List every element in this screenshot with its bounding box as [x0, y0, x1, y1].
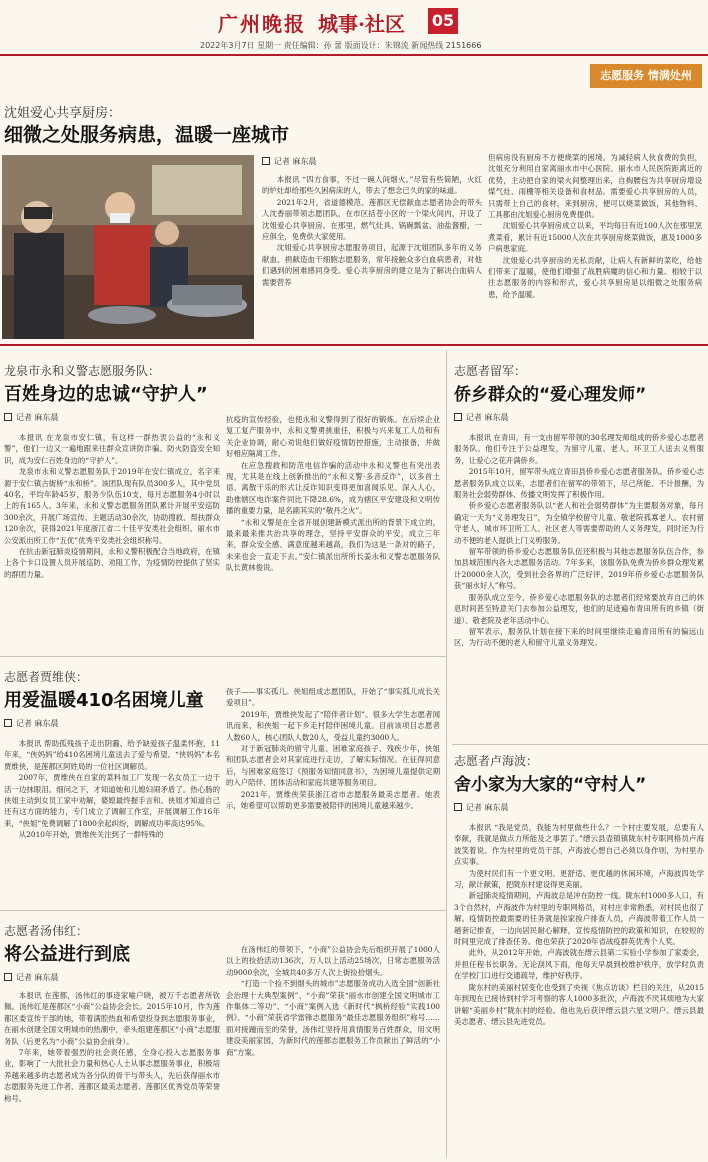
jia-headline: 用爱温暖410名困境儿童: [4, 690, 204, 711]
shen-p2: 2021年2月，省道德模范、莲都区无偿献血志愿者协会的带头人沈香丽带领志愿团队，在市区括苍小区的一个梁火间内，开设了沈姐爱心共享厨房。在那里，燃气灶具、锅碗瓢盆、油盐酱醋，一应俱全，免费供大家使用。: [262, 197, 482, 242]
byline-box-icon: [4, 973, 12, 981]
yonghe-p2: 龙泉市永和义警志愿服务队于2019年在安仁镇成立，名字来源于安仁镇古街桥“永和桥”。该团队现有队员300多人，其中党员40名，平均年龄45岁，服务少队伍10支，每月志愿服务4小时以上的有165人。3年来，永和义警志愿服务团队累计开展平安巡防300余次，开展广场宣传、主题活动30余次，协助搜救、帮扶群众120余次，获得2021年度浙江省二十佳平安类社会组织、丽水市公安派出所工作“五优”优秀平安类社会组织称号。: [4, 467, 220, 545]
shen-p4: 但病房没有厨房不方便烧菜的困境。为减轻病人伙食费的负担，沈姐充分利用自家离丽水市中心医院、丽水市人民医院距离近的优势，主动把自家的梁火间整理出来，自掏腰包为共享厨房增设煤气灶、雨棚等相关设备和食材品。需要爱心共享厨房的人员，只需带上自己的食材，来到厨房，便可以烧菜做饭，其他物料、工具都由沈姐爱心厨房免费提供。: [488, 153, 702, 220]
divider: [452, 744, 708, 745]
column-divider: [446, 350, 447, 1158]
lu-byline: [454, 802, 509, 813]
divider: [0, 910, 446, 911]
byline-box-icon: [262, 157, 270, 165]
tang-p4: “打造一个捡不到烟头的城市”志愿服务成功入选全国“创新社会治理十大典型案例”、“小商”荣获“丽水市创建全国文明城市工作集体二等功”、“小商”案例入选《新时代“枫桥经验”实践100例》、“小商”荣获省学雷锋志愿服务“最佳志愿服务组织”称号……面对接踵而至的荣誉，汤伟红坚持用真情服务百姓群众，用文明建设美丽家园，为新时代的莲都志愿服务工作贡献出了鲜活的“小商”方案。: [226, 979, 440, 1057]
tang-p3: 在汤伟红的带领下，“小商”公益协会先后组织开展了1000人以上的捡拾活动136次，万人以上活动25场次，日常志愿服务活动9000余次，全城共40多万人次上街捡拾烟头。: [226, 945, 440, 977]
shen-kicker: 沈姐爱心共享厨房：: [4, 106, 122, 121]
liu-p6: 留军表示，服务队计划在接下来的时间里继续走遍青田所有的偏远山区，为行动不便的老人和留守儿童义务理发。: [454, 626, 704, 648]
tang-col1: [4, 990, 220, 1158]
shen-headline: 细微之处服务病患，温暖一座城市: [4, 124, 290, 146]
liu-col1: [454, 432, 704, 742]
liu-byline-text: 记者 麻东晨: [466, 413, 509, 422]
yonghe-kicker: 龙泉市永和义警志愿服务队：: [4, 364, 161, 378]
shen-byline-text: 记者 麻东晨: [274, 157, 317, 166]
lu-p2: 为使村民们有一个更文明、更舒适、更优越的休闲环境，卢海波四处学习，献计献策，把陇东村建设得更美丽。: [454, 868, 704, 890]
yonghe-col2: [226, 414, 440, 650]
jia-p7: 2021年，贾维侠荣获浙江省市志愿服务最美志愿者。她表示，她希望可以帮助更多需要被陪伴的困境儿童越来越少。: [226, 789, 440, 811]
lu-p1: 本报讯 “我是党员，我能为村里做些什么？一个村庄要发展，总要有人奉献，我就是做点力所能及之事罢了。”缙云县壶镇镇陇东村专职网格员卢海波笑着说。作为村里的党员干部，卢海波心想自己必须以身作则，为村里办点实事。: [454, 823, 704, 867]
jia-byline: [4, 718, 59, 729]
tang-p2: 7年来，她带着强烈的社会责任感，全身心投入志愿服务事业，影响了一大批社会力量和热心人士从事志愿服务事业，积极培养越来越多的志愿者成为各分队的骨干与带头人，先后获得丽水市志愿服务先进工作者、莲都区最美志愿者、莲都区优秀党员等荣誉称号。: [4, 1048, 220, 1103]
jia-p6: 对于新冠肺炎的留守儿童、困难家庭孩子、残疾少年，侠姐和团队志愿者会对其家庭进行走访，了解实际情况。在征得同意后，与困难家庭签订《预服务知情同意书》，为困境儿童提供定期的入户陪伴、团体活动和家庭共建等服务项目。: [226, 744, 440, 788]
yonghe-p1: 本报讯 在龙泉市安仁镇，有这样一群热衷公益的“永和义警”，他们一边又一遍地跟来往群众宣讲防诈骗、防火防盗安全知识，成为安仁百姓身边的“守护人”。: [4, 433, 220, 465]
jia-kicker: 志愿者贾维侠：: [4, 670, 89, 684]
liu-byline: [454, 412, 509, 423]
shen-col2: [488, 152, 702, 340]
tang-headline: 将公益进行到底: [4, 944, 130, 965]
section-banner: 志愿服务 情满处州: [590, 64, 702, 88]
byline-box-icon: [454, 413, 462, 421]
jia-col2: [226, 686, 440, 904]
shen-p6: 沈姐爱心共享厨房的无私贡献，让病人有新鲜的菜吃，给他们带来了温暖，使他们增强了战胜病魔的信心和力量。相较于以往志愿服务的内容和形式，爱心共享厨房是以细微之处服务病患，给予温暖。: [488, 255, 702, 299]
yonghe-p3: 在抗击新冠肺炎疫情期间，永和义警积极配合当地政府，在镇上各个卡口设置人员开展巡防、劝阻工作，为疫情防控提供了坚实的群团力量。: [4, 547, 220, 579]
tang-p1: 本报讯 在莲都，汤伟红的事迹家喻户晓，被万千志愿者所钦佩。汤伟红是莲都区“小商”公益协会会长。2015年10月，作为莲都区委宣传干部的她，带着满腔热血和希望投身到志愿服务事业，在丽水创建全国文明城市的热潮中，牵头组建莲都区“小商”志愿服务队（后更名为“小商”公益协会前身）。: [4, 991, 220, 1046]
liu-headline: 侨乡群众的“爱心理发师”: [454, 385, 647, 405]
lu-headline: 舍小家为大家的“守村人”: [454, 775, 647, 795]
yonghe-col1: [4, 432, 220, 650]
yonghe-headline: 百姓身边的忠诚“守护人”: [4, 384, 208, 405]
masthead-rule: [0, 54, 708, 56]
masthead-meta: 2022年3月7日 星期一 责任编辑：孙 蕾 版面设计：朱锦流 新闻热线 2151666: [200, 41, 482, 50]
paper-name: 广州晚报: [218, 12, 306, 36]
liu-kicker: 志愿者留军：: [454, 364, 527, 378]
liu-p2: 2015年10月，留军带头成立青田县侨乡爱心志愿者服务队。侨乡爱心志愿者服务队成立以来，志愿者们在留军的带领下，尽己所能、不计报酬，为服务社会弱势群体、传播文明发挥了积极作用。: [454, 467, 704, 500]
yonghe-p4: 抗疫的宣传经验，也使永和义警得到了很好的锻炼。在后续企业复工复产服务中，永和义警勇挑重任，积极与兴来复工人员和有关企业协调，耐心劝说他们做好疫情防控措施，主动报备，并做好相应隔离工作。: [226, 415, 440, 459]
yonghe-p5: 在应急搜救和防范电信诈骗的活动中永和义警也有突出表现，尤其是在线上创新推出的“永和义警·多音反诈”，以多首土语、离散干乐的形式让反诈知识变得更加喜闻乐见、深入人心，助推辖区电诈案件同比下降28.6%，成为辖区平安建设和文明传播的重要力量，是名副其实的“敬丹之火”。: [226, 460, 440, 516]
shen-col1: [262, 174, 482, 340]
shen-p5: 沈姐爱心共享厨房成立以来，平均每日有近100人次在那里烹煮菜肴，累计有近15000人次在共享厨房烧菜做饭，惠及1000多户病患家庭。: [488, 221, 702, 254]
page-number: 05: [428, 8, 458, 34]
jia-p4: 孩子——事实孤儿。侠姐组成志愿团队，开始了“事实孤儿成长关爱项目”。: [226, 687, 440, 708]
lu-kicker: 志愿者卢海波：: [454, 754, 539, 768]
shen-p1: 本报讯 “四方食事，不过一碗人间烟火。”尽管有些简陋，火红的炉灶却给那些久困病床的人，带去了想念已久的家的味道。: [262, 175, 482, 196]
jia-byline-text: 记者 麻东晨: [16, 719, 59, 728]
lu-col1: [454, 822, 704, 1158]
yonghe-byline-text: 记者 麻东晨: [16, 413, 59, 422]
lu-p5: 陇东村的美丽村居变化也受到了央视《焦点访谈》栏目的关注，从2015年到现在已接待到村学习考察的客人1000多批次，卢海波不厌其烦地为大家讲解“美丽乡村”陇东村的经验。他也先后获评缙云县六星文明户、缙云县最美志愿者、缙云县先进党员。: [454, 982, 704, 1026]
yonghe-byline: [4, 412, 59, 423]
byline-box-icon: [454, 803, 462, 811]
jia-col1: [4, 738, 220, 904]
byline-box-icon: [4, 413, 12, 421]
jia-p3: 从2010年开始，贾维侠关注到了一群特殊的: [18, 830, 164, 840]
lu-p3: 新冠肺炎疫情期间，卢海波总是冲在防控一线。陇东村1000多人口，有3个自然村，卢海波作为村里的专职网格员，对村庄非常熟悉，对村民也很了解。疫情防控最需要的任务就是挨家挨户排查人员，卢海波带着工作人员一趟套记排查，一边向居民耐心解释，宣传疫情防控的政策和知识，在较短的时间里完成了排查任务。他也荣获了2020年省战疫群英优秀个人奖。: [454, 891, 704, 947]
yonghe-p6: “永和义警是在全省开展创建新模式派出所的背景下成立的，最来最来推共治共享的理念，坚持平安群众的平安，成立三年来，群众安全感、满意度越来越高，我们为这是一条对的路子，未来也会一直走下去。”安仁镇派出所所长姜永和义警志愿服务队队长黄林俊说。: [226, 517, 440, 573]
lu-p4: 此外，从2012年开始，卢海波就在缙云县第二实验小学参加了家委会，并担任程书长职务。无论刮风下雨，他每天早晨到校维护秩序，放学时负责在学校门口进行交通疏导，维护好秩序。: [454, 948, 704, 981]
liu-p3: 侨乡爱心志愿者服务队以“老人和社会弱势群体”为主要服务对象，每月确定一天为“义务理发日”，为全镇学校留守儿童、敬老院孤寡老人、农村留守老人、城市环卫所工人、社区老人等需要帮助的人义务理发，同时还为行动不便的老人提供上门义剪服务。: [454, 501, 704, 545]
kitchen-photo: [2, 155, 254, 339]
section-name: 城事·社区: [318, 12, 405, 36]
jia-p2: 2007年，贾维侠在自家的菜料加工厂发现一名女员工一边干活一边抹眼泪。细问之下，才知道她和儿媳妇闹矛盾了。热心肠的侠姐主动到女员工家中劝解，婆媳最终握手言和。侠姐才知道自己还有这方面的能力，专门成立了调解工作室，开展调解工作16年来，“侠姐”免费调解了1800余起纠纷，调解成功率高达95%。: [4, 773, 220, 828]
shen-byline: [262, 156, 317, 167]
divider: [0, 344, 708, 346]
tang-col2: [226, 944, 440, 1158]
byline-box-icon: [4, 719, 12, 727]
tang-byline-text: 记者 麻东晨: [16, 973, 59, 982]
jia-p5: 2019年，贾维侠发起了“陪伴者计划”。很多大学生志愿者闻讯而来，和侠姐一起下乡走村陪伴困境儿童。目前该项目志愿者人数60人，核心团队人数20人，受益儿童约3000人。: [226, 709, 440, 742]
liu-p5: 服务队成立至今，侨乡爱心志愿服务队的志愿者们经常要放弃自己的休息时间甚至特意关门去参加公益理发，他们的足迹遍布青田所有的乡镇（街道）、敬老院及老年活动中心。: [454, 592, 704, 625]
masthead: [0, 0, 708, 52]
liu-p1: 本报讯 在青田，有一支由留军带领的30名理发师组成的侨乡爱心志愿者服务队。他们专注于公益理发，为留守儿童、老人、环卫工人送去义剪服务，让爱心之花开满侨乡。: [454, 433, 704, 465]
divider: [0, 656, 446, 657]
tang-kicker: 志愿者汤伟红：: [4, 924, 89, 938]
tang-byline: [4, 972, 59, 983]
shen-p3: 沈姐爱心共享厨房志愿服务项目，起源于沈姐团队多年的义务献血、捐献造血干细胞志愿服务，常年接触众多白血病患者，对他们遇到的困难感同身受。爱心共享厨房的建立是为了解决白血病人需要营养: [262, 243, 482, 287]
lu-byline-text: 记者 麻东晨: [466, 803, 509, 812]
jia-p1: 本报讯 帮助孤残孩子走出阴霾、给予缺爱孩子温柔怀抱，11年来，“侠妈妈”给410名困境儿童送去了爱与希望。“侠妈妈”本名贾维侠，是莲都区阿姓局的一位社区调解员。: [4, 739, 220, 771]
liu-p4: 留军带领的侨乡爱心志愿服务队伍还积极与其他志愿服务队伍合作，参加县城范围内各大志愿服务活动。7年多来，该服务队免费为侨乡群众理发累计20000余人次，受到社会各界的广泛好评，2019年侨乡爱心志愿服务队获“丽水好人”称号。: [454, 547, 704, 591]
